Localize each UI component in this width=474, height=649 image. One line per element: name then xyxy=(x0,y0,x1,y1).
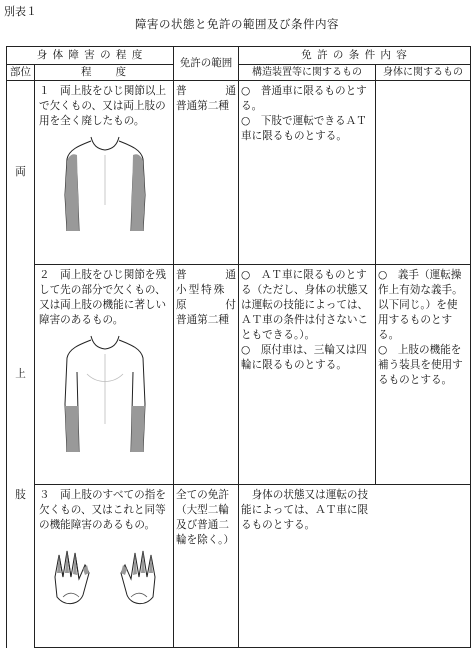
range-line: 普 通 xyxy=(176,85,236,97)
range-line: 普通第二種 xyxy=(176,314,229,326)
range-line: 原 付 xyxy=(176,299,236,311)
body-part-char: 両 xyxy=(7,81,35,265)
header-license-conditions: 免 許 の 条 件 内 容 xyxy=(239,47,471,65)
condition-item: ○ 義手（運転操作上有効な義手。以下同じ。）を使用するものとする。 xyxy=(378,269,463,341)
license-range-cell xyxy=(174,81,239,265)
range-line: 普 通 xyxy=(176,269,236,281)
structural-conditions-cell xyxy=(239,485,471,648)
range-line: 普通第二種 xyxy=(176,100,229,112)
structural-conditions-cell xyxy=(239,81,376,265)
degree-text: ３ 両上肢のすべての指を欠くもの、又はこれと同等の機能障害のあるもの。 xyxy=(39,489,166,531)
header-license-range: 免許の範囲 xyxy=(174,47,239,81)
body-conditions-cell xyxy=(376,265,471,485)
disability-license-table xyxy=(6,46,471,648)
license-range-cell: 全ての免許（大型二輪及び普通二輪を除く。） xyxy=(174,485,239,648)
condition-item: ○ 原付車は、三輪又は四輪に限るものとする。 xyxy=(241,344,367,371)
condition-text: 身体の状態又は運転の技能によっては、ＡＴ車に限るものとする。 xyxy=(241,489,369,531)
header-disability-degree: 身 体 障 害 の 程 度 xyxy=(7,47,174,65)
condition-item: ○ 上肢の機能を補う装具を使用するものとする。 xyxy=(378,344,463,386)
table-row xyxy=(7,485,471,648)
range-line: 小型特殊 xyxy=(176,284,227,296)
structural-conditions-cell xyxy=(239,265,376,485)
degree-text: １ 両上肢をひじ関節以上で欠くもの、又は両上肢の用を全く廃したもの。 xyxy=(39,85,167,127)
degree-cell xyxy=(35,81,174,265)
header-part: 部位 xyxy=(7,65,35,81)
condition-item: ○ 普通車に限るものとする。 xyxy=(241,85,367,112)
hands-figure xyxy=(49,547,161,613)
header-body-related: 身体に関するもの xyxy=(376,65,471,81)
upper-body-back-figure xyxy=(57,135,153,231)
table-row xyxy=(7,265,471,485)
upper-body-back-forearm-figure xyxy=(57,334,153,454)
body-conditions-cell xyxy=(376,81,471,265)
body-part-char: 肢 xyxy=(7,485,35,648)
body-part-char: 上 xyxy=(7,265,35,485)
header-structural-devices: 構造装置等に関するもの xyxy=(239,65,376,81)
header-degree: 程 度 xyxy=(35,65,174,81)
degree-text: ２ 両上肢をひじ関節を残して先の部分で欠くもの、又は両上肢の機能に著しい障害のあるもの。 xyxy=(39,269,167,326)
condition-item: ○ 下肢で運転できるＡＴ車に限るものとする。 xyxy=(241,115,367,142)
table-row xyxy=(7,81,471,265)
degree-cell xyxy=(35,485,174,648)
condition-item: ○ ＡＴ車に限るものとする（ただし、身体の状態又は運転の技能によっては、ＡＴ車の条件は付さないこともできる。）。 xyxy=(241,269,369,341)
document-title: 障害の状態と免許の範囲及び条件内容 xyxy=(135,17,339,31)
license-range-cell xyxy=(174,265,239,485)
appendix-label: 別表１ xyxy=(4,5,37,18)
degree-cell xyxy=(35,265,174,485)
